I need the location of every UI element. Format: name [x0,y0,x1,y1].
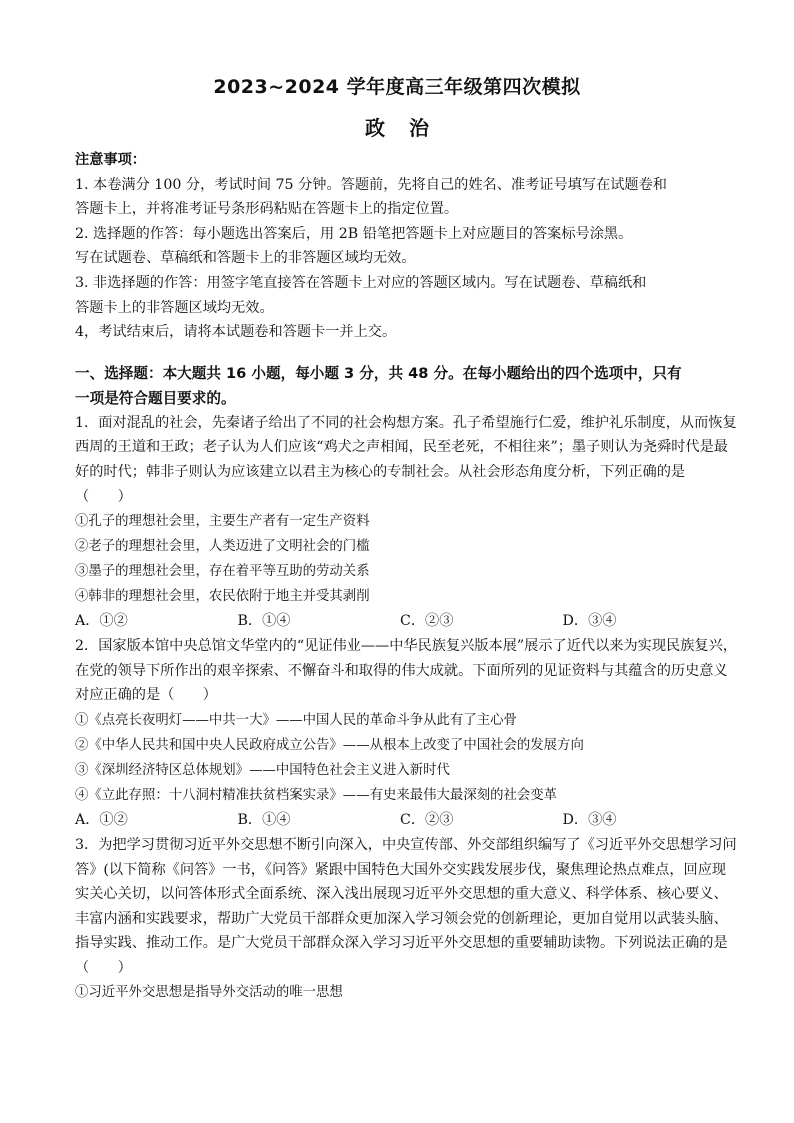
question-stem: 答》(以下简称《问答》一书，《问答》紧跟中国特色大国外交实践发展步伐，聚焦理论热点难点，回应现 [75,861,727,878]
notice-line: 1. 本卷满分 100 分，考试时间 75 分钟。答题前，先将自己的姓名、准考证号填写在试题卷和 [75,176,667,193]
exam-content [75,148,737,1005]
question-stem: （ ） [75,488,132,505]
question-3 [75,833,737,1006]
question-2 [75,634,737,833]
option-c: C．②③ [400,613,454,630]
question-statement: ④韩非的理想社会里，农民依附于地主并受其剥削 [75,589,370,605]
question-stem: 2．国家版本馆中央总馆文华堂内的“见证伟业——中华民族复兴版本展”展示了近代以来为实现民族复兴， [75,638,737,655]
notice-line: 答题卡上，并将准考证号条形码粘贴在答题卡上的指定位置。 [75,201,459,218]
exam-title: 2023~2024 学年度高三年级第四次模拟 [213,76,581,98]
subject-title: 政治 [365,116,453,140]
question-stem: （ ） [75,959,132,976]
question-statement: ③墨子的理想社会里，存在着平等互助的劳动关系 [75,564,370,580]
notice-line: 3. 非选择题的作答：用签字笔直接答在答题卡上对应的答题区域内。写在试题卷、草稿纸和 [75,274,647,291]
question-stem: 丰富内涵和实践要求，帮助广大党员干部群众更加深入学习领会党的创新理论，更加自觉用以武装头脑、 [75,910,728,927]
notice-line: 答题卡上的非答题区域均无效。 [75,299,274,316]
question-statement: ④《立此存照：十八洞村精准扶贫档案实录》——有史来最伟大最深刻的社会变革 [75,787,558,803]
option-c: C．②③ [400,811,454,828]
answer-options [75,808,725,833]
answer-options [75,609,725,634]
question-1 [75,411,737,634]
section-heading: 一项是符合题目要求的。 [75,389,236,407]
option-d: D．③④ [562,811,617,828]
notice-line: 4，考试结束后，请将本试题卷和答题卡一并上交。 [75,324,397,341]
question-stem: 在党的领导下所作出的艰辛探索、不懈奋斗和取得的伟大成就。下面所列的见证资料与其蕴含的历史意义 [75,662,728,679]
notice-heading: 注意事项： [75,152,146,168]
question-stem: 好的时代；韩非子则认为应该建立以君主为核心的专制社会。从社会形态角度分析，下列正确的是 [75,463,686,480]
question-statement: ①孔子的理想社会里，主要生产者有一定生产资料 [75,514,370,530]
section-heading: 一、选择题：本大题共 16 小题，每小题 3 分，共 48 分。在每小题给出的四个选项中，只有 [75,364,682,382]
question-stem: 指导实践、推动工作。是广大党员干部群众深入学习习近平外交思想的重要辅助读物。下列说法正确的是 [75,935,728,952]
question-statement: ②老子的理想社会里，人类迈进了文明社会的门槛 [75,539,370,555]
notice-line: 写在试题卷、草稿纸和答题卡上的非答题区域均无效。 [75,250,416,267]
question-stem: 3．为把学习贯彻习近平外交思想不断引向深入，中央宣传部、外交部组织编写了《习近平外交思想学习问 [75,836,737,853]
question-statement: ①习近平外交思想是指导外交活动的唯一思想 [75,985,343,1001]
option-a: A．①② [75,811,128,828]
question-stem: 实关心关切，以问答体形式全面系统、深入浅出展现习近平外交思想的重大意义、科学体系、核心要义、 [75,886,728,903]
notice-line: 2. 选择题的作答：每小题选出答案后，用 2B 铅笔把答题卡上对应题目的答案标号涂黑。 [75,225,633,242]
spacer [75,345,725,361]
question-stem: 1．面对混乱的社会，先秦诸子给出了不同的社会构想方案。孔子希望施行仁爱，维护礼乐制度，从而恢复 [75,414,737,431]
notice-list [75,173,725,345]
question-statement: ③《深圳经济特区总体规划》——中国特色社会主义进入新时代 [75,762,450,778]
option-b: B．①④ [237,613,291,630]
question-statement: ②《中华人民共和国中央人民政府成立公告》——从根本上改变了中国社会的发展方向 [75,737,584,753]
option-a: A．①② [75,613,128,630]
question-stem: 西周的王道和王政；老子认为人们应该“鸡犬之声相闻，民至老死，不相往来”；墨子则认为尧舜时代是最 [75,439,728,456]
option-b: B．①④ [237,811,291,828]
question-stem: 对应正确的是（ ） [75,687,217,704]
question-statement: ①《点亮长夜明灯——中共一大》——中国人民的革命斗争从此有了主心骨 [75,712,517,728]
option-d: D．③④ [562,613,617,630]
